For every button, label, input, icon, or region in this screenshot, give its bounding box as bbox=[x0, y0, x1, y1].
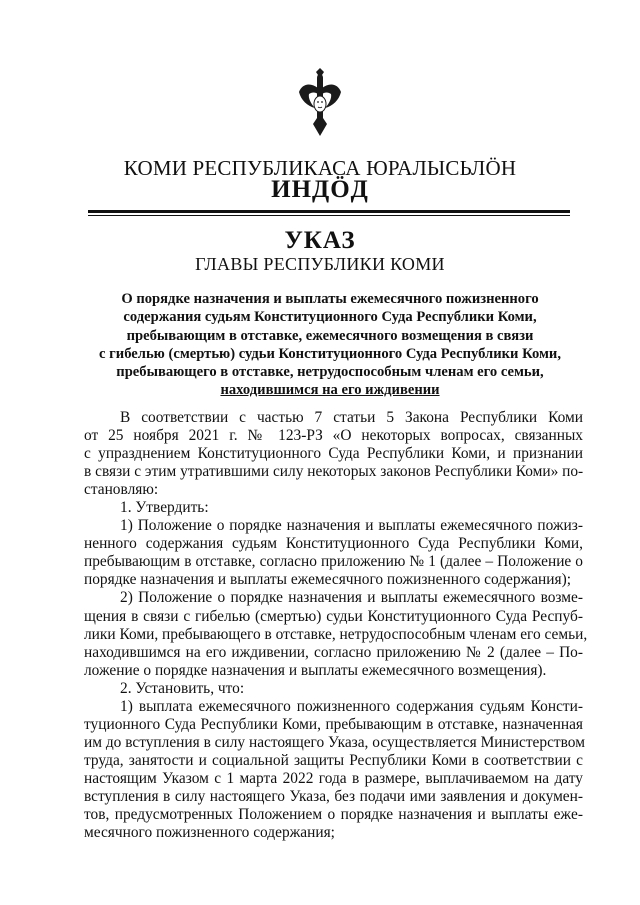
body-line: щения в связи с гибелью (смертью) судьи Конституционного Суда Респуб- bbox=[84, 607, 583, 625]
body-line: им до вступления в силу настоящего Указа, осуществляется Министерством bbox=[84, 733, 585, 751]
body-line: месячного пожизненного содержания; bbox=[84, 824, 335, 842]
body-line: настоящим Указом с 1 марта 2022 года в размере, выплачиваемом на дату bbox=[84, 769, 583, 787]
body-line: тов, предусмотренных Положением о порядке назначения и выплаты ежe- bbox=[84, 806, 583, 824]
body-line: порядке назначения и выплаты ежемесячного пожизненного содержания); bbox=[84, 571, 571, 589]
header-rule-thin bbox=[88, 215, 570, 216]
issuer-komi-doc-type: ИНДӦД bbox=[271, 176, 369, 203]
body-line: туционного Суда Республики Коми, пребывающим в отставке, назначенная bbox=[84, 715, 583, 733]
decree-title-line: содержания судьям Конституционного Суда Республики Коми, bbox=[123, 309, 537, 326]
body-line: с упразднением Конституционного Суда Республики Коми, и признании bbox=[84, 445, 583, 463]
body-line: 2. Установить, что: bbox=[120, 679, 245, 697]
decree-title bbox=[80, 290, 580, 400]
decree-title-line: О порядке назначения и выплаты ежемесячного пожизненного bbox=[121, 291, 539, 307]
body-line: пребывающим в отставке, согласно приложению № 1 (далее – Положение о bbox=[84, 553, 583, 571]
body-line: становляю: bbox=[84, 481, 159, 499]
body-line: труда, занятости и социальной защиты Республики Коми в соответствии с bbox=[84, 751, 583, 769]
body-line: от 25 ноября 2021 г. № 123-РЗ «О некоторых вопросах, связанных bbox=[84, 427, 583, 445]
body-line: лики Коми, пребывающего в отставке, нетрудоспособным членам его семьи, bbox=[84, 625, 588, 643]
decree-title-line: пребывающего в отставке, нетрудоспособным членам его семьи, bbox=[116, 364, 544, 381]
issuer-komi-name: КОМИ РЕСПУБЛИКАСА ЮРАЛЫСЬЛӦН bbox=[123, 156, 517, 180]
decree-title-line bbox=[80, 381, 580, 399]
issuer-title: ГЛАВЫ РЕСПУБЛИКИ КОМИ bbox=[195, 254, 445, 274]
document-type-title: УКАЗ bbox=[284, 227, 356, 254]
header-rule-thick bbox=[88, 210, 570, 213]
decree-title-line: с гибелью (смертью) судьи Конституционного Суда Республики Коми, bbox=[99, 345, 561, 362]
decree-title-line-underlined: находившимся на его иждивении bbox=[220, 382, 440, 399]
body-line: 1. Утвердить: bbox=[120, 499, 209, 517]
body-line: В соответствии с частью 7 статьи 5 Закона Республики Коми bbox=[120, 409, 583, 426]
body-line: 1) Положение о порядке назначения и выплаты ежемесячного пожиз- bbox=[120, 517, 583, 535]
body-line: 2) Положение о порядке назначения и выплаты ежемесячного возме- bbox=[120, 589, 583, 607]
body-line: находившимся на его иждивении, согласно приложению № 2 (далее – По- bbox=[84, 643, 583, 661]
body-line: ненного содержания судьям Конституционного Суда Республики Коми, bbox=[84, 535, 583, 553]
decree-body bbox=[84, 409, 588, 842]
decree-title-line: пребывающим в отставке, ежемесячного возмещения в связи bbox=[126, 327, 534, 344]
body-line: вступления в силу настоящего Указа, без подачи ими заявления и докумен- bbox=[84, 787, 583, 805]
body-line: в связи с этим утратившими силу некоторых законов Республики Коми» по- bbox=[84, 463, 584, 481]
komi-coat-of-arms-icon bbox=[298, 68, 342, 138]
body-line: ложение о порядке назначения и выплаты ежемесячного возмещения). bbox=[84, 661, 547, 679]
body-line: 1) выплата ежемесячного пожизненного содержания судьям Консти- bbox=[120, 697, 583, 715]
